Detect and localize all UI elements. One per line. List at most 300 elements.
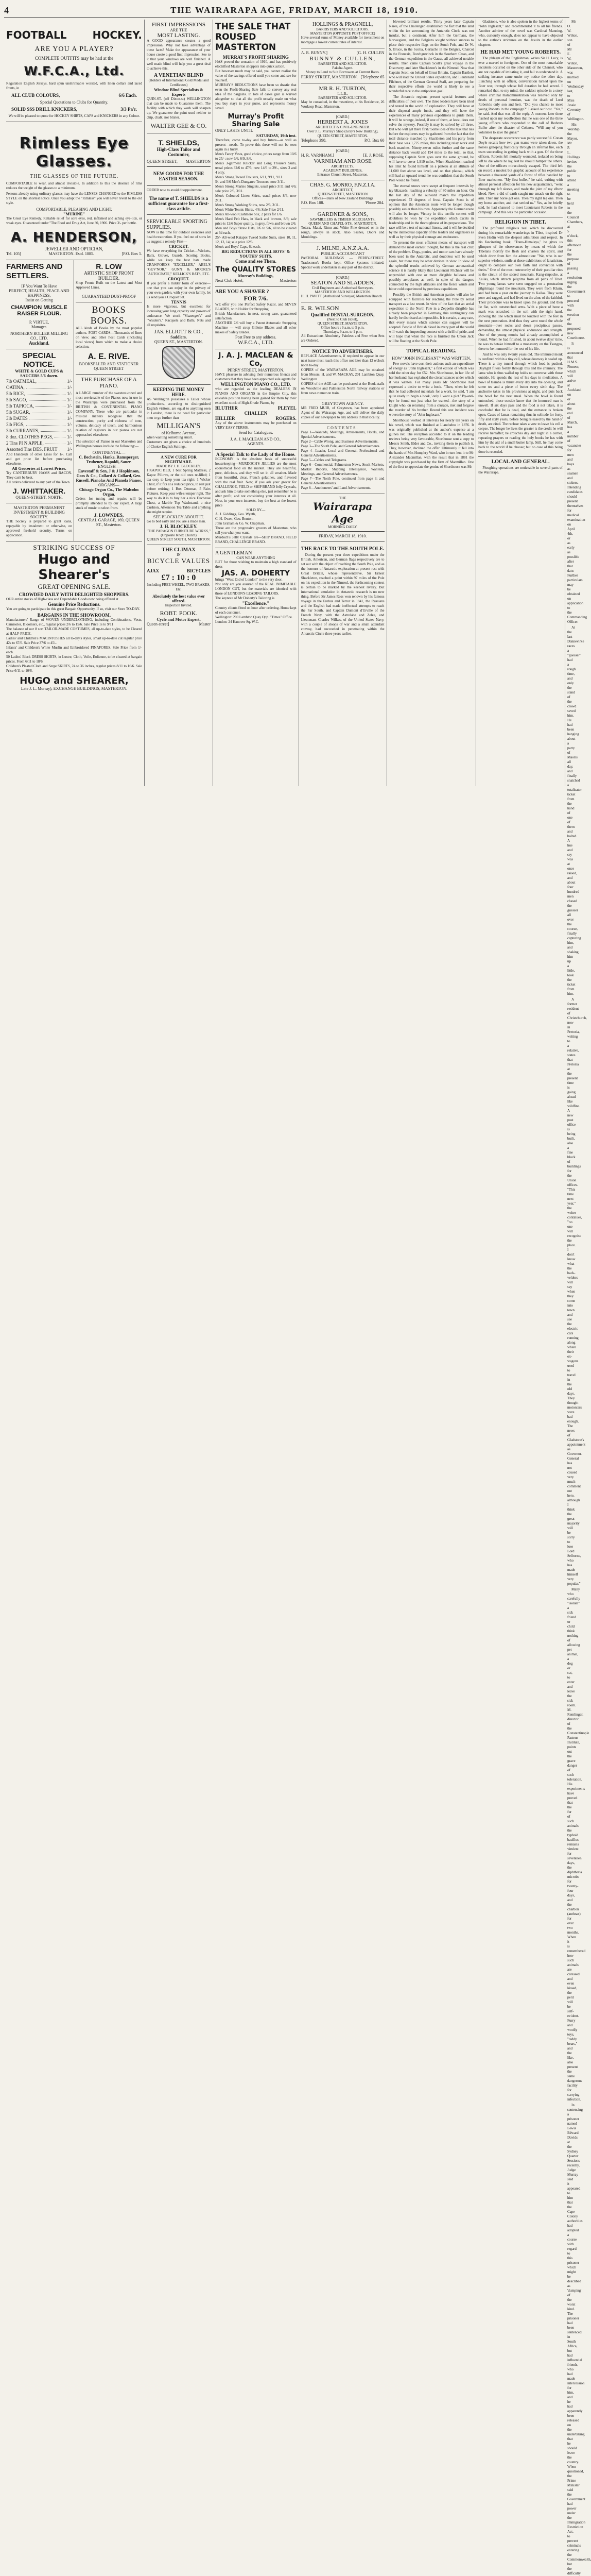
sale-only: ONLY LASTS UNTIL — [215, 128, 253, 133]
murray-city: Masterton — [280, 278, 297, 283]
building-body: THE Society is prepared to grant loans, repayable by instalment or otherwise, on approved freehold security. Terms on application. — [6, 519, 72, 537]
col5-p4: To present the most efficient means of transport will demand the most earnest thought, for this is the real crux of the problem. Dogs, ponies, and motor cars have already been used in the Antarctic, and doubtless will be used again, but there may be other devices in view. In view of the splendid results achieved by German aeronautical science it is hardly likely that Lieutenant Filchner will be unprovided with one or more dirigible balloons and possibly aeroplanes as well, in spite of the dangers connected by the high altitudes and the fierce winds and bitter cold experienced by previous expeditions. — [389, 241, 474, 291]
column-1 — [4, 20, 145, 786]
shaver-post: Post Free to any address. — [235, 335, 276, 340]
col6-p4: The profound religious zeal which he discovered during his remarkable wanderings in Tibet, inspired Dr Sven Hedin with the deepest admiration and respect. In his fascinating book, "Trans-Himalaya," he gives us glimpses of the observances by means of which the Tibetans mortify the flesh and chasten the spirit, and which drew from him the admonition: "We, who in our superior wisdom, smile at these exhibitions of fanaticism, ought to compare our own faith and conviction with theirs." One of the most noteworthy of their peculiar rites is the circuit of the sacred mountain, Kang-rinpoche, at Kailas, which attracts pilgrims from all parts of Tibet. Two young lamas were seen engaged on a prostration pilgrimage round the mountain. They were from Kham, and had been a year on the journey to Kailas. They were poor and ragged, and had lived on the alms of the faithful. Their procedure was to kneel upon the ground, and then lie flat, with outstretched arms. With a piece of bone a mark was scratched in the soil with the right hand, showing the line which must be touched with the feet in the next prostration. And thus they went round the whole mountain—over rocks and down precipitous passes, demanding the utmost physical endurance and strength. One of the young monks had already accomplished a round. When he had finished, in about twelve days' time, he was to betake himself to a monastery on the Tsangpo, there to be immured for the rest of his life. — [478, 226, 563, 351]
brand-pleyel: PLEYEL — [277, 405, 297, 411]
gentleman-excellence: "Excellence." — [242, 601, 270, 606]
leader-dots — [36, 403, 65, 407]
col5-p3: The eternal snows were swept at frequent intervals by icy blizzards, reaching a velocity of 80 miles an hour. On the last day of the outward march the expedition experienced 72 degrees of frost. Captain Scott is of opinion that the American route will be longer though possibly easier than his own. Apparently the German route will also be longer. Victory in this terrific contest will doubtless be won by the expedition which excels in leadership and in the thoroughness of its preparations. The race will be a test of national fitness, and it will be decided by the intellectual capacity of the leaders and organisers as well as by their physical courage and endurance. — [389, 184, 474, 239]
notice-advertisers — [301, 347, 385, 399]
elliott-trade: Saddlers. — [170, 335, 187, 340]
building-title: MASTERTON PERMANENT INVESTMENT & BUILDING SOCIETY. — [13, 505, 65, 519]
grocery-item: OATINA, — [6, 385, 25, 390]
gentleman-body: BUT for those wishing to maintain a high standard of dress — [215, 560, 297, 569]
monro-addr: QUEEN-STREET, MASTERTON — [318, 192, 368, 196]
sale-big: BIG REDUCTIONS IN ALL BOYS' & YOUTHS' SUITS. — [221, 249, 290, 259]
column-5 — [387, 20, 477, 786]
hollings-body: Have several sums of Money available for investment on mortgage a lowest current rates of interest. — [301, 36, 385, 44]
bunny-sub: BARRISTER AND SOLICITOR. — [318, 62, 368, 66]
rimless-tagline: COMFORTABLE, PLEASING AND LIGHT. — [36, 207, 112, 212]
sale-until: SATURDAY, 19th inst. — [256, 133, 297, 138]
question: ARE YOU A PLAYER? — [34, 45, 114, 53]
sale-come: Come and see Them. — [235, 259, 276, 264]
grocery-row — [6, 378, 72, 384]
col5-p7: Shorthouse worked at intervals for nearly ten years on his novel, which was finished at Llandudno in 1876. It was originally published at the author's expense at a guinea net. The reception accorded to it on the leading reviews being very favourable, Shorthouse sent a copy to Messrs Smith, Elder and Co., inviting them to publish it. They, however, declined the offer. Ultimately it fell into the hands of Mrs Humphry Ward, who in turn lent it to Mr Alexander Macmillan, with the result that in 1881 the copyright was purchased by the firm of Macmillan. One of the first to appreciate the genius of Shorthouse was Mr — [389, 418, 474, 469]
gardner-addr: QUEEN AND CHAPEL-STS., MASTERTON. — [308, 222, 377, 226]
gentleman-london: London: 24 Hanover Sq. W.C. — [215, 620, 259, 624]
varnham-card — [301, 147, 385, 180]
henderson-box: [P.O. Box 5. — [121, 251, 142, 256]
notice-body: REPLACE Advertisements, if required to appear in our next issue must reach this office not later than 12 o'clock noon to-day — [301, 354, 385, 367]
hugo-crowded: CROWDED DAILY WITH DELIGHTED SHOPPERS. — [19, 592, 130, 597]
climax-price: £7 : 10 : 0 — [161, 573, 196, 582]
grocery-row — [6, 403, 72, 409]
col6-p6: Ploughing operations are noticeable in several parts of the Wairarapa. — [478, 466, 563, 474]
leader-dots — [32, 409, 65, 413]
first-t2: ARE THE — [170, 28, 187, 32]
shields-street: QUEEN STREET, — [146, 159, 178, 164]
hollings-sub: BARRISTERS AND SOLICITORS. — [316, 27, 370, 31]
masthead — [4, 3, 569, 18]
rimless-body3: The Great Eye Remedy. Reliable relief for sore eyes, red, inflamed and aching eye-lids, or weak eyes. Guaranteed under "The Food and Drug Act, June 30, 1906. Price 3/- per bottle. — [6, 216, 142, 225]
wilson-thurs: Thursdays, 9 a.m. to 1 p.m. — [323, 330, 362, 334]
whittaker-name: J. WHITTAKER. — [12, 487, 66, 495]
special-foot3: Try CANTERBURY HAMS and BACON. They can't be beat. — [6, 471, 72, 480]
hugo-b2: The balance of our 8 sort TAILOR-MADE COSTUMES, all up-to-date styles, to be Cleared at HALF-PRICE. — [6, 627, 142, 636]
hugo-genuine: Genuine Price Reductions. — [47, 602, 101, 607]
varnham-addr: ACADEMY BUILDINGS, — [323, 168, 362, 173]
monro-box: P.O. Box 108. — [301, 200, 324, 205]
varnham-card-label: [CARD.] — [336, 149, 350, 153]
shields-goods: NEW GOODS FOR THE EASTER SEASON. — [153, 171, 204, 181]
grocery-row — [6, 440, 72, 446]
football-heading: FOOTBALL — [6, 29, 67, 41]
shields-ad — [147, 133, 211, 215]
murray-sale-ad — [215, 20, 297, 287]
hugo-striking: STRIKING SUCCESS OF — [33, 544, 115, 551]
leader-dots — [26, 384, 65, 388]
jersey-text: Regulation English Jerseys, hard spun unshrinkable worsted, with linen collars and laced fronts, in — [6, 81, 142, 90]
special-quotations: Special Quotations to Clubs for Quantity. — [40, 100, 109, 105]
milne-sub: PUBLIC ACCOUNTANT — [321, 251, 364, 256]
ajax-label: AJAX — [146, 568, 159, 573]
mh-name: Wairarapa Age — [313, 500, 373, 525]
jones-addr2: QUEEN STREET, MASTERTON. — [317, 134, 368, 138]
hugo-b5: 50 Ladies' Black DRESS SKIRTS, in Lustre, Cloth, Voile, Eolienne, to be cleared at bargain prices. From 6/11 to 18/6. — [6, 655, 142, 664]
grocery-row — [6, 409, 72, 415]
race-title: THE RACE TO THE SOUTH POLE. — [301, 546, 385, 552]
low-builder-ad: R. LOW ARTISTIC SHOP FRONT BUILDER. Shop Fronts Built on the Latest and Most Approved Lines. GUARANTEED DUST-PROOF — [76, 260, 142, 302]
seaton-addr: MASTERTON AND WELLINGTON. — [315, 290, 371, 294]
milne-name: J. MILNE, A.N.Z.A.A. — [316, 245, 369, 251]
elliott-addr: QUEEN ST., MASTERTON. — [154, 340, 203, 344]
blind-spec: Window Blind Specialists & Experts — [154, 88, 203, 97]
grocery-price: 1/- — [66, 397, 72, 402]
milligan-name: MILLIGAN'S — [157, 422, 201, 430]
grocery-item: 7lb OATMEAL, — [6, 379, 37, 384]
croquet-body: If you prefer a milder form of exercise—one that you can enjoy in the privacy of your own garden, with your own family, let us send you a Croquet Set. — [146, 281, 211, 299]
sale-m2: Men's 3-garment Knicker and Long Trousers Suits, usual prices 32/6 to 47/6; now 14/6 to 29/-, sizes 3 and 4 only. — [215, 161, 297, 175]
gardner-name: GARDNER & SONS, — [317, 211, 368, 217]
milligan-sub: of Kelburne Avenue, — [161, 431, 196, 435]
shields-guarantee: The name of T. SHIELDS is a sufficient guarantee for a first-class article. — [148, 196, 209, 211]
bunny-name: BUNNY & CULLEN, — [309, 56, 376, 62]
seaton-pavitt: H. H. PAVITT (Authorised Surveyor) Masterton Branch. — [301, 294, 383, 298]
jones-card — [301, 113, 385, 147]
ajax-bicycles: BICYCLES — [187, 568, 211, 573]
mill-name: NORTHERN ROLLER MILLING CO., LTD. — [10, 331, 68, 341]
blockley-store: "THE PARAGON FURNITURE WORKS," — [147, 529, 211, 533]
grocery-price: 1/- — [66, 428, 72, 433]
shaver-body3: ANOTHER 7/6 will buy a Patent Automatic Stropping Machine — will strop Gillette Blades and all other makes of Safety Blades. — [215, 321, 297, 334]
varnham-addr2: Entrance Church Street, Masterton. — [317, 173, 369, 177]
special-foot4: All orders delivered to any part of the Town. — [6, 480, 71, 484]
climax-title: THE CLIMAX — [162, 547, 196, 553]
topical-sub: HOW "JOHN INGLESANT" WAS WRITTEN. — [392, 356, 471, 361]
books-ad: BOOKS BOOKS. ALL kinds of Books by the most popular authors. POST CARDS—Thousands of lines on view, and other Post Cards (including local views) from which to make a choice selection. A. E. RIVE. BOOKSELLER AND STATIONER QUEEN STREET — [76, 302, 142, 375]
henderson-name: A. HENDERSON, — [11, 230, 137, 245]
maclean-ad — [215, 349, 297, 450]
blind-body2: QUIN-ST. (off Dixon-st) WELLINGTON that can be made to Guarantee them. The facility with which they work will sharpen up. We guarantee the paint used neither to chip, chalk, nor blister. — [146, 97, 211, 120]
virtue-name: P. VIRTUE, — [29, 320, 49, 325]
doherty-ad — [215, 548, 297, 628]
sale-m9: Men's All-wool Cashmere Sox, 2 pairs for 1/6. — [215, 212, 283, 216]
hugo-b4: Infants' and Children's White Muslin and Embroidered PINAFORES. Sale Price from 1/- each. — [6, 646, 142, 654]
shaver-name: W.F.C.A., LTD. — [238, 340, 274, 346]
mh-the: THE — [339, 496, 346, 500]
whittaker-street: QUEEN-STREET, NORTH. — [15, 495, 63, 500]
gardner-sub: SAWMILLERS & TIMBER MERCHANTS, — [310, 217, 376, 222]
contents-item: Page 3—The South Pole, and General Advertisements. — [301, 444, 380, 448]
hugo-sale: GREAT OPENING SALE. — [38, 583, 111, 590]
sale-m8: Men's White Tennis Shirts, 4/6; Sale Price 2/11. — [215, 208, 284, 212]
milligan-ad — [147, 385, 211, 453]
henderson-addr: MASTERTON. Estd. 1885. — [48, 251, 94, 256]
special-foot1: And Hundreds of other Lines for 1/-. Call and get price list before purchasing elsewhere. — [6, 452, 72, 466]
grocery-price: 1/- — [66, 440, 72, 446]
column-6 — [476, 20, 565, 786]
col6-title2: RELIGION IN TIBET. — [495, 219, 546, 225]
grocery-row — [6, 421, 72, 428]
special-foot2: All Groceries at Lowest Prices. — [12, 466, 66, 471]
cricket-body: We have everything for Cricket—Wickets, Balls, Gloves, Guards, Scoring Books, while we keep the best bats made CRAWFORD'S "EXCELLER," ABEL'S "GUV'NOR," GUNN & MOORE'S "AUTOCRATE," KELLICK'S BATS, ETC. — [146, 249, 211, 276]
col5-p2: The Antarctic regions present special features and difficulties of their own. The three leaders have been tried and tested in the world of exploration. They will have at their disposal ample funds, and they will have the experiences of many previous expeditions to guide them. It will be strange, indeed, if one of them, at least, does not solve the mystery. Possibly it may be solved by all three. But who will get there first? Some idea of the task that lies before the explorers may be gathered from the fact that the total distance marched by Shackleton and his party from their base was 1,725 miles, this including relay work and back marches. Ninety-seven miles further and the same distance back would add 194 miles to the total, so that, supposing Captain Scott goes over the same ground, he will have to cover 1,919 miles. When Shackleton reached his limit he found himself on a plateau at an altitude of 11,600 feet above sea level, and on that plateau, which still had an upward trend, he was confident that the South Pole would be found. — [389, 95, 474, 182]
blockley-name: J. H. BLOCKLEY. — [160, 524, 198, 529]
contents-title: CONTENTS. — [326, 426, 359, 430]
sporting-ad — [147, 215, 211, 385]
rimless-body2: Persons already using ordinary glasses may have the LENSES CHANGED to the RIMLESS STYLE on the shortest notice. Once you adopt the "Rimless" you will never revert to the old style. — [6, 192, 142, 205]
special-notice-ad — [6, 349, 72, 503]
maclean-body: HAVE pleasure in advising their numerous friends and customers that they have been appointed sole agents for — [215, 372, 297, 381]
contents-list — [301, 430, 385, 490]
sale-m13: Men's and Boys' Caps, 6d each. — [215, 245, 261, 249]
tennis-heading: TENNIS — [171, 300, 186, 304]
brand-bluther: BLUTHER — [215, 405, 238, 411]
turton-body: May be consulted, in the meantime, at his Residence, 26 Worksop Road, Masterton. — [301, 100, 385, 109]
col5-p6: Few novels have cost their authors such an expenditure of energy as "John Inglesant," a first edition of which was sold the other day for £52. Mrs Shorthouse, in her life of her husband, has explained the circumstances under which it was written. For many years Mr Shorthouse had expressed a desire to write a book. "Then, when he felt that he had collected materials for a work, he said, 'I am quite ready to begin a book,' only I want a plot.' By-and-bye he found out just what he wanted—the story of a knight who, on returning from a crusade, met and forgave the murder of his brother. Round this one incident was woven the story of "John Inglesant." — [389, 362, 474, 417]
jones-card-label: [CARD.] — [336, 115, 350, 119]
bunny-a: A. R. BUNNY.] — [301, 50, 327, 55]
hollings-addr: MASTERTON (OPPOSITE POST OFFICE) — [310, 31, 375, 36]
grocery-row — [6, 446, 72, 452]
grocery-price: 1/- — [66, 385, 72, 390]
farmers-l1: IF You Want To Have — [21, 284, 57, 289]
bunny-money: Money to Lend to Suit Borrowers at Current Rates. — [305, 70, 380, 74]
shields-name: T. SHIELDS, — [158, 139, 199, 147]
grocery-price: 1/- — [66, 422, 72, 427]
hugo-body1: OUR entire stocks of High-class and Dependable Goods now being offered at — [6, 597, 118, 601]
bunny-addr: PERRY STREET, MASTERTON. — [301, 75, 358, 79]
climax-incl: Including FREE WHEEL, TWO BRAKES, Etc. — [147, 583, 211, 591]
col6-p5: And he was only twenty years old. The immured monk is confined within a tiny cell, whose doorway is sealed up. There is a tiny tunnel through which food is pushed. Daylight filters feebly through this and the chimney. The lama who is thus walled up holds no converse with those outside. He spends the rest of his days in meditation. A bowl of tsamba is thrust every day into the opening, and some tea and a piece of butter every sixth day. The anchorite takes in his provisions at night, and puts back the bowl for the next meal. When the bowl is found untouched, those outside know that the immured man is unwell. If six days pass and the food is not taken, it is concluded that he is dead, and the entrance is broken open. Cases of lamas remaining thus in solitude for forty, fifty and sixty years, before being released by the hand of death, are cited. The recluse takes a vow to leave his cell a corpse. The longer he lives the greater is the credit he will receive hereafter; he crouches day and night in a corner, repeating prayers or reading the holy books he has with him by the aid of a small butter lamp. Still, he may come back to the world if he choose; but no case of this being done is recorded. — [478, 352, 563, 454]
gentleman-body2: brings "West End of London" to the very door. — [215, 578, 283, 582]
contents-box — [301, 423, 385, 494]
grocery-price: 1/- — [66, 410, 72, 415]
leader-dots — [55, 434, 65, 438]
sale-m11: Men and Boys' Straw Hats, 2/6 to 5/6, all to be cleared at 6d each. — [215, 226, 297, 235]
brand-challen: CHALLEN — [244, 411, 268, 416]
sale-m10: Men's Hard Felt Hats, in black and browns, 8/6; sale price is 12/6 Super quality, in grey, fawn and brown 2/6. — [215, 217, 297, 226]
farmers-title: FARMERS AND SETTLERS. — [6, 262, 63, 280]
maclean-body3: Any of the above instruments may be purchased on VERY EASY TERMS. — [215, 421, 297, 430]
tennis-body: Is more vigorous, but excellent for increasing your lung capacity and powers of endurance. We stock "Slazenger's" and "Wisden's." Racquets and Balls, Nets and all requisites. — [146, 304, 211, 327]
jones-box: P.O. Box 60 — [364, 138, 385, 143]
col5-p1: blevered brilliant results. Thirty years later Captain Nares, of the Challenger, established the fact that the land within the ice surrounding the Antarctic Circle was not insular, but a continent. After him the Germans, the Norwegians, and the Belgians sought without success to place their respective flags on the South Pole, and Dr W. S. Bruce, in the Scotia, Gerlache in the Belgica, Charcot in the Francais, Borchgrevinck in the Southern Cross, and the German expedition in the Gauss, all achieved notable results. Then came Captain Scott's great voyage in the Discovery, and later Shackleton's in the Nimrod. Now that Captain Scott, on behalf of Great Britain, Captain Bartlett, who will lead the United States expedition, and Lieutenant Filchner, of the German General Staff, are preparing for their respective efforts the world is likely to see a wonderful race to the antipodean goal. — [389, 20, 474, 93]
leader-dots — [27, 391, 65, 395]
knickers-label: SOLID SSS DRILL KNICKERS, — [11, 107, 78, 112]
grocery-item: 3lb DATES — [6, 416, 28, 421]
hugo-bargains: BARGAINS IN THE SHOWROOM. — [37, 613, 111, 618]
quality-stores: The QUALITY STORES — [215, 266, 296, 274]
talk-body2: These are the progressive grocers of Masterton, who sell you what you want. — [215, 526, 297, 535]
crest-emblem — [162, 346, 195, 379]
wilson-sub: Qualified DENTAL SURGEON, — [310, 312, 375, 317]
football-footer: We will be pleased to quote for HOCKEY SHIRTS, CAPS and KNICKERS in any Colour. — [8, 114, 140, 118]
turton-name: MR R. H. TURTON, — [319, 86, 367, 92]
sale-m5: Men's Strong Marino Singlets, usual price 3/11 and 4/6; sale price 2/6, 3/11. — [215, 184, 297, 193]
piano-ad: THE PURCHASE OF A PIANO. A LARGE number of the sweetest-toned and most serviceable of the Pianos now in use in the Wairarapa were purchased from the BRITISH & CONTINENTAL PIANO COMPANY. These who are particular in musical matters recognise that the construction, purity and richness of tone, volume, delicacy of touch, and harmonious relation of registers in our pianos are not approached elsewhere. The selection of Pianos in our Masterton and Wellington houses include the following:— CONTINENTAL— C. Bechstein, Hanke, Ramsperger, Trubener, Rapoldi, Sauer. ENGLISH— Eavestaff & Sen, J & J Hopkinson, Goss & Co., Collard & Collard, Geo. Russell, Pianolas And Pianola Pianos. ORGANS— Chicago Organ Co., The Malcolm Organ. Orders for tuning and repairs will be promptly attended to by our expert. A large stock of music to select from. J. LOWNDES, CENTRAL GARAGE, 169, QUEEN ST., Masterton. — [75, 377, 142, 527]
gentleman-title: A GENTLEMAN — [215, 550, 252, 556]
blockley-opp: (Opposite Knox Church) — [161, 533, 197, 537]
contents-item: Page 6—Commercial, Palmerston News, Stock Markets, Market Reports, Shipping Intelligence, Wanteds, Meetings, and General Advertisements. — [301, 463, 385, 476]
leader-dots — [41, 428, 65, 432]
pook-city: Master — [199, 622, 211, 626]
sale-m3: Men's Strong Tweed Trousers, 6/11, 9/11, 9/11. — [215, 175, 284, 179]
grocery-row — [6, 415, 72, 421]
jones-tel: Telephone 398. — [301, 138, 326, 143]
shields-city: MASTERTON — [185, 159, 211, 164]
grocery-item: 2 Tins PI N APPLE, — [6, 440, 44, 446]
hugo-b6: Children's Pleated Cloth and Serge SKIRTS, 24 to 36 inches, regular prices 8/11 to 16/6. Sale Price 6/11 to 10/6. — [6, 664, 142, 673]
climax-inspect: Inspection Invited. — [165, 603, 193, 607]
grocery-item: 5lb TAPIOCA, — [6, 403, 34, 409]
topical-title: TOPICAL READING. — [406, 348, 457, 354]
varnham-b: [E. J. ROSE. — [363, 153, 385, 158]
page-number: 4 — [4, 5, 9, 15]
column-3 — [213, 20, 299, 786]
blockley-addr: QUEEN STREET SOUTH, MASTERTON. — [147, 537, 211, 541]
wilson-hours: Office hours : 9 a.m. to 5 p.m. — [321, 326, 364, 330]
first-impressions-ad — [147, 20, 211, 133]
shields-trade: High-Class Tailor and Costumier, — [157, 147, 201, 157]
race-p1: During the present year three expeditions under the British, American, and German flags respectively are to set out with the object of reaching the South Pole, and as the honours of Antarctic exploration at present rest with Great Britain, whose representative, Sir Ernest Shackleton, reached a point within 97 miles of the Pole on his expedition in the Nimrod, the forthcoming contest is certain to be marked by the keenest rivalry. But international emulation in Antarctic research is no new thing. Before Sir James Ross won renown by his famous voyage in the Erebus and Terror in 1841, the Russians and the English had made ineffectual attempts to reach the Far South, and Captain Dumont d'Urville of the French Navy, with the Astrolabe and Zelee, and Lieutenant Charles Wilkes, of the United States Navy, with a couple of sloops of war and a small attendant convoy, had succeeded in penetrating within the Antarctic Circle three years earlier. — [301, 553, 385, 636]
nightmare-title: A NEW CURE FOR NIGHTMARE. — [161, 455, 197, 464]
grocery-list — [6, 378, 72, 452]
mh-sub: MORNING DAILY. — [328, 525, 358, 529]
cricket-heading: CRICKET. — [168, 244, 189, 249]
football-hockey-ad — [6, 20, 142, 122]
jones-sub: ARCHITECT & CIVIL-ENGINEER. — [315, 125, 370, 129]
grocery-row — [6, 428, 72, 434]
farmers-l3: Insist on Getting — [25, 298, 53, 302]
column-7: Mr O. W. Wilton, son of Mr E. W. Wilton, Masterton, was married on Wednesday last, to Miss Jessie Coventry, of Wellington. His Worship the Mayor, Mr P. L. Hollings invites the public to attend a meeting to be held in the Council Chambers, at 5 o'clock, this afternoon for the purpose of passing a resolution urging the Government to proceed with the erection of the proposed new Courthouse. It is announced that H.M.S. Pioneer, which will arrive at Auckland on or about the end of March, has a number of vacancies for men and boys as seamen and stokers. Intending candidates should present themselves for medical examination on April 4th, or as early as possible after that date. Further particulars may be obtained on application to the Commanding Officer. At the last Dannevirke races a "guesser" had a rough time, and only the stand of the crowd saved him. He had been hanging about a party of Maoris all day, and finally snatched a totalisator ticket from the hand of one of them and bolted. A hue and cry was at once raised, and about four hundred men chased the guesser all over the course, finally capturing him, and shaking him up a little, took the ticket from him. A former resident of Christchurch, now in Pretoria, writing to a relative, states that Pretoria at the present time is going ahead like wildfire. A new post office is being built, also a fine block of buildings for the Union offices. "This time next year," the writer continues, "no one will recognise the place. I don't know what the back-velders will say when they come into town and see the electric cars running along where their ox-wagons used to travel in the old days. They thought motorcars were bad enough. The news of Gladstone's appointment as Governor-General has not caused very much comment out here, although I think the great majority will be sorry to lose Lord Selborne, who has made himself very popular." Many who carefully "isolate" a sick friend or child think nothing of allowing pet animal, a dog or cat, to enter and leave the sick room. M. Remlinger, director of the Constantinople Pasteur Institute, points out the grave danger of such toleration. His experiments have proved that the fur of such animals the typhoid bacillus remains virulent for seventeen days, the diphtheria microbe for twenty-four days, and the charbon (anthrax) for over two months. When it is remembered how such animals are caressed and even kissed, the peril will be self-evident. Furry and woolly toys, "teddy bears," and the like, also present the same dangerous facility for carrying infection. In sentencing a prisoner named Lewis Edward Davids at the Sydney Quarter Sessions recently, Judge Murray said it appeared to him that the Cape Colony authorities had adopted a course with regard to this prisoner which might be described as 'dumping' of the worst kind. The prisoner had been sentenced in South Africa, but had influential friends, who had made intercession for him, and he had apparently been released on the undertaking that he should leave the country. When questioned, the Prime Minister said the Government had power under the Immigration Restriction Act, to prevent criminals entering the Commonwealth, but the difficulty — [567, 20, 591, 2575]
sale-body2: But however much may be said, you cannot realise the value of the savings offered until you come and see for yourself. — [215, 69, 297, 82]
wfca-name: W.F.C.A., Ltd. — [24, 64, 125, 78]
blind-sub: (Holders of International Gold Medal and Certificates) — [148, 78, 209, 87]
pook-trade: Cycle and Motor Expert, — [157, 617, 201, 622]
money-body: AS Wellington possesses a Tailor whose productions, according to distinguished English visitors, are equal to anything seen in London, there is no need for particular men to go further than — [146, 397, 211, 420]
grocery-row — [6, 384, 72, 391]
monro-sub: ARCHITECT, — [332, 188, 353, 192]
wilson-body: All Extractions Absolutely Painless and Free when Sets are Ordered. — [301, 334, 385, 343]
notice-copies: COPIES of the WAIRARAPA AGE may be obtained from Messrs. H. and W. MACKAY, 201 Lambton Quay, Wellington — [301, 368, 385, 381]
sale-title: THE SALE THAT ROUSED MASTERTON — [215, 22, 291, 53]
nightmare-see: SEE BLOCKLEY ABOUT IT. — [153, 515, 204, 519]
hugo-b1: Manufacturers' Range of WOVEN UNDERCLOTHING, including Combinations, Vests, Camisoles, Bloomers, etc., regular prices 2/6 to 15/6. Sale Price 1s to 9/11 — [6, 618, 142, 626]
gardner-body: Totara, Matai, Rimu and White Pine dressed or in the rough, always in stock. Also Sashes, Doors and Mouldings. — [301, 226, 385, 239]
leader-dots — [26, 421, 65, 426]
shaver-title: ARE YOU A SHAVER ? — [215, 289, 269, 295]
leader-dots — [29, 415, 65, 419]
sale-body1: HAS proved the sensation of 1910, and has positively electrified Masterton shoppers into quick action. — [215, 60, 297, 69]
hockey-heading: HOCKEY. — [92, 29, 142, 41]
milligan-body3: Customers are given a choice of hundreds of Choice English Suitings. — [146, 440, 211, 449]
varnham-sub: ARCHITECTS, — [331, 164, 355, 168]
hugo-footer2: Late J. L. Murray), EXCHANGE BUILDINGS, MASTERTON. — [21, 686, 128, 691]
notice-copies2: COPIES of the AGE can be purchased at the Book-stalls on Woodville and Palmerston North railway stations or from news runner on train. — [301, 382, 385, 395]
first-t1: FIRST IMPRESSIONS — [151, 22, 205, 28]
shaver-ad — [215, 287, 297, 349]
shaver-body: WE offer you one Perfect Safety Razor, and SEVEN BLADES, with Holder for Stropping. — [215, 302, 297, 311]
nightmare-body: I KAPOC BED, 1 best Spring Mattress, 2 Kapoc Pillows, or the old ones re-filled; 1 tea cosy to keep your tea right; 1 Wicker Chair, if it fits at a reduced price, to rest just before retiring; 1 Box Ottoman, 5 Fairs Pictures. Keep your wife's temper right. The way to do it is to buy her a nice Duchesse Chest, a Marble Top Washstand, a nice Cushion, Afternoon Tea Table and anything she might require. — [146, 468, 211, 514]
talk-g1: A. J. Giddings, Geo. Wyeth, — [215, 512, 256, 516]
nightmare-go: Go to bed early and you are a made man. — [146, 519, 206, 523]
grocery-item: 5lb SAGO, — [6, 397, 27, 402]
building-society-ad — [6, 503, 72, 541]
hugo-name: Hugo and Shearer's — [38, 552, 111, 583]
hugo-shearer-ad — [6, 541, 142, 694]
leader-dots — [38, 378, 65, 382]
climax-ad — [147, 545, 211, 630]
first-body: A GOOD appearance creates a good impression. Why not take advantage of these facts? Make the appearance of your house create a good first impression. See to it that your windows are well finished. A well made blind will help you a great deal to achieve this. — [146, 39, 211, 71]
colours-label: ALL CLUB COLOURS, — [11, 93, 60, 98]
blockley-ad — [147, 453, 211, 545]
walter-gee: WALTER GEE & CO. — [150, 122, 207, 129]
greytown-agency — [301, 399, 385, 423]
col5-p5: Possibly the British and American parties will also be equipped with facilities for reaching the Pole by aerial transport as a last resort. In view of the fact that an aerial expedition to the North Pole in a Zeppelin dirigible has already been projected in Germany, this contingency can hardly be dismissed as impossible. It is certain, at any rate, that every means which science can suggest will be adopted. People of British blood in every part of the world will watch the impending contest with a thrill of pride, and will hope that when the race is finished the Union Jack will be floating at the South Pole. — [389, 293, 474, 343]
colours-price: 6/6 Each. — [118, 93, 137, 98]
seaton-sub: Civil Engineers and Authorised Surveyors, — [311, 286, 374, 290]
gentleman-sub: CAN WEAR ANYTHING — [236, 556, 275, 560]
rimless-sub: THE GLASSES OF THE FUTURE. — [29, 174, 119, 179]
mh-date: FRIDAY, MARCH 18, 1910. — [318, 534, 367, 538]
talk-g3: John Graham & Co. W. Chapman. — [215, 521, 265, 526]
gentleman-body4: The keynote of Mr Doherty's Tailoring is — [215, 596, 274, 600]
col6-title1: HE HAD MET YOUNG ROBERTS. — [480, 49, 561, 55]
pook-street: Queen-street] — [146, 622, 169, 626]
jones-addr: Over J. L. Murray's Shop (Gray's New Building), — [307, 129, 378, 133]
race-article — [301, 542, 385, 640]
grocery-price: 1/- — [66, 403, 72, 409]
elliott-name: JAS. ELLIOTT & CO., — [154, 329, 203, 335]
bunny-tel: [Telephone 65 — [360, 75, 385, 79]
wilson-next: (Next to Club Hotel), — [327, 317, 358, 321]
grocery-item: 8 doz. CLOTHES PEGS, — [6, 434, 54, 439]
contents-item: Page 5—Cables and Telegrams. — [301, 458, 347, 462]
rimless-title: Rimless Eye Glasses. — [19, 134, 129, 171]
grocery-item: Assorted Tins DES. FRUIT — [6, 447, 58, 452]
maclean-name: J. A. J. MACLEAN & Co, — [218, 351, 293, 368]
sale-sub: MURRAY'S PROFIT SHARING — [222, 55, 289, 60]
grocery-item: 3lb FIGS, — [6, 422, 25, 427]
bunny-b: [G. H. CULLEN — [356, 50, 385, 55]
maclean-firm: WELLINGTON PIANO CO., LTD. — [220, 382, 291, 387]
first-t3: MOST LASTING. — [157, 32, 200, 39]
col6-p1: Gladstone, who is also spoken in the highest terms of "John Inglesant," and recommended it to all his friends. Another admirer of the novel was Cardinal Manning, who, curiously enough, does not appear to have objected to the author's strictures on the Jesuits in the earlier chapters. — [478, 20, 563, 47]
monro-offices: Offices—Bank of New Zealand Buildings — [312, 196, 373, 200]
hugo-footer: HUGO and SHEARER, — [20, 675, 129, 686]
grocery-row — [6, 397, 72, 403]
greytown-body: MR FRED MUIR, of Greytown, has been appointed Agent of the Wairarapa Age, and will deliver the daily copies of our newspaper to any address in that locality. — [301, 406, 385, 419]
rimless-body1: COMFORTABLE to wear, and almost invisible. In addition to this the absence of rims reduces the weight of the glasses to a minimum. — [6, 181, 142, 190]
page-title: THE WAIRARAPA AGE, FRIDAY, MARCH 18, 1910. — [170, 5, 419, 15]
grocery-item: 5lb RICE, — [6, 391, 25, 396]
col6-p3: The desperate occurrence was partly successful. Conan Doyle recalls how two gun teams were taken down, the horses galloping frantically through an infernal fire, each team succeeding in getting back with a gun. Of the three officers, Roberts fell mortally wounded, isolated on being left to die where he lay, lest he should hamper the others. One of the officers miraculously escaped. The third left on record a modest but graphic account of his experience between a thousand yards of a forest of rifles handled by Boer marksmen. "My first bullet," he said, writing with almost personal affection for his new acquaintance, "went through my left sleeve, and made the joint of my elbow bleed. Next a did of earth caught me smack on the right arm. Then my horse got one. Then my right leg one. Then my horse another, and that settled us." Yes, as he briefly said, he had chanced to meet Lieutenant Roberts in the campaign. And this was the particular occasion. — [478, 136, 563, 214]
croquet-heading: CROQUET. — [168, 277, 189, 281]
talk-body3: Murdoch's Jelly Crystals are—SHIP BRAND, FIELD BRAND, CHALLENGE BRAND. — [215, 535, 297, 544]
contents-item: Page 4—Leader, Local and General, Professional and General Advertisements. — [301, 449, 385, 457]
climax-best: Absolutely the best value ever offered. — [152, 594, 205, 603]
henderson-trade: JEWELLER AND OPTICIAN, — [45, 246, 103, 251]
money-title: KEEPING THE MONEY HERE. — [153, 387, 204, 397]
sporting-title: SERVICEABLE SPORTING SUPPLIES. — [146, 219, 207, 230]
shaver-body2: British Manufacture, in neat, strong case, guaranteed satisfaction. — [215, 312, 297, 320]
leader-dots — [59, 446, 65, 450]
nightmare-made: MADE BY J. H. BLOCKLEY. — [156, 464, 201, 468]
turton-card — [301, 83, 385, 113]
sale-m1: Men's Fancy Vests, good choice, prices range from 10/6 to 25/-; now 6/6, 6/9, 8/6. — [215, 152, 297, 161]
turton-ll: L.L.B., — [337, 92, 348, 96]
maclean-agents: AGENTS. — [247, 442, 265, 446]
sale-body3: MURRAY'S REDUCTIONS have been so drastic that even the Profit-Sharing Sale falls to convey any real idea of the bargains. In lots of cases gain is waived altogether so that all the profit usually made on what you buy stays in your purse, and represents money saved. — [215, 83, 297, 110]
grocery-row — [6, 434, 72, 440]
contents-item: Page 2—Cable Wrong, and Business Advertisements. — [301, 439, 379, 444]
notice-title: NOTICE TO ADVERTISERS. — [312, 349, 373, 354]
grocery-item: 5lb SUGAR, — [6, 410, 30, 415]
milne-card — [301, 243, 385, 274]
turton-sub: BARRISTER AND SOLICITOR. — [318, 96, 368, 100]
grocery-price: 1/- — [66, 447, 72, 452]
maclean-name2: J. A. J. MACLEAN AND CO., — [230, 437, 282, 442]
milligan-body2: when wanting something smart. — [146, 435, 193, 439]
talk-title: A Special Talk to the Lady of the House. — [216, 452, 296, 457]
wilson-name: E. R. WILSON — [301, 304, 339, 312]
sporting-body: NOW is the time for outdoor exercises and health restoration. If you feel out of sorts let us suggest a remedy First— — [146, 230, 211, 244]
monro-name: CHAS. G. MONRO, F.N.Z.I.A. — [310, 182, 376, 188]
grocery-price: 1/- — [66, 391, 72, 396]
hollings-title: HOLLINGS & PRAGNELL, — [312, 22, 373, 27]
